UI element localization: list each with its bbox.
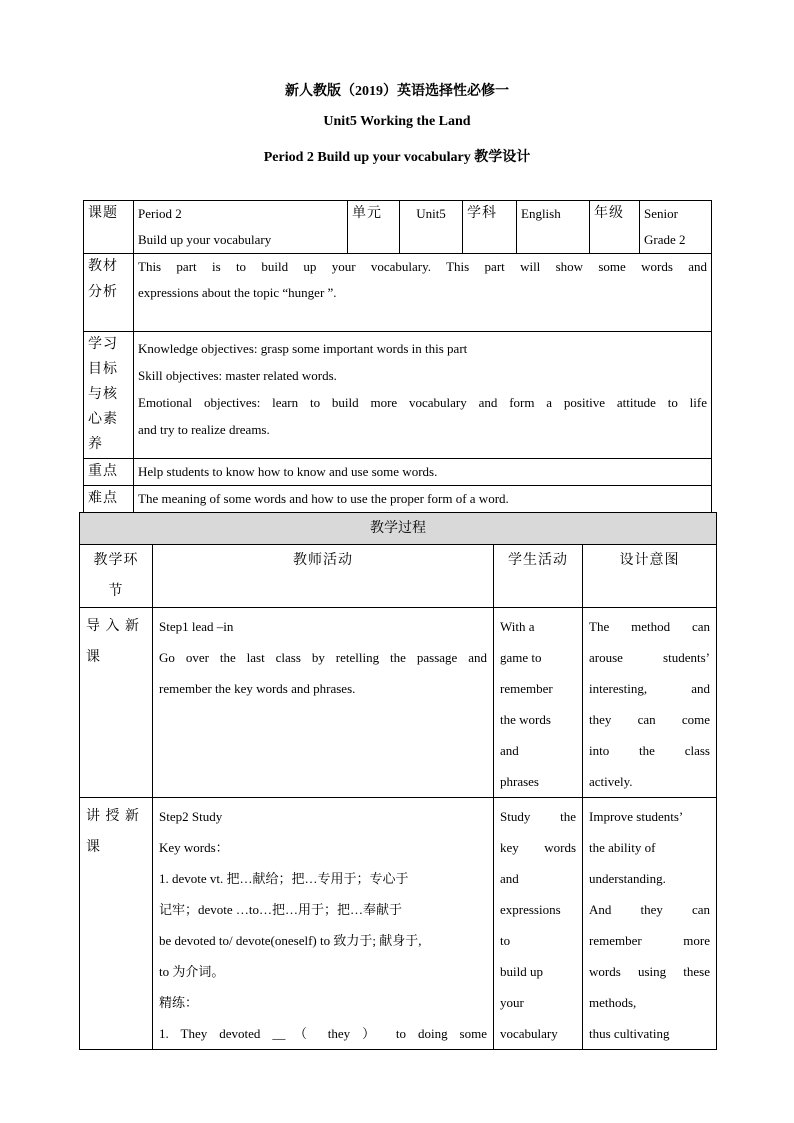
subject-value: English [517, 201, 590, 254]
difficulty-value: The meaning of some words and how to use the proper form of a word. [134, 486, 712, 513]
intent-line: into the class [589, 743, 710, 758]
info-table [83, 200, 712, 513]
intent-line: words using these [589, 964, 710, 979]
student-line: phrases [500, 774, 539, 789]
analysis-line: expressions about the topic “hunger ”. [138, 285, 337, 300]
unit-value: Unit5 [400, 201, 463, 254]
student-line: With a [500, 619, 535, 634]
student-line: and [500, 743, 519, 758]
student-line: vocabulary [500, 1026, 558, 1041]
teacher-cell [153, 798, 494, 1050]
unit-label: 单元 [348, 201, 400, 254]
intent-line: The method can [589, 619, 710, 634]
grade-value [640, 201, 712, 254]
teacher-line: 精练： [159, 995, 199, 1010]
col-intent-header: 设计意图 [583, 545, 717, 608]
intent-line: arouse students’ [589, 650, 710, 665]
goals-line: Skill objectives: master related words. [138, 368, 337, 383]
intent-cell [583, 798, 717, 1050]
goals-line: and try to realize dreams. [138, 422, 270, 437]
topic-value [134, 201, 348, 254]
table-row [80, 608, 717, 798]
analysis-label [84, 254, 134, 332]
table-row [80, 798, 717, 1050]
col-stage-header-line: 教学环 [93, 553, 139, 568]
subject-label: 学科 [463, 201, 517, 254]
student-line: expressions [500, 902, 561, 917]
topic-line: Build up your vocabulary [138, 232, 272, 247]
teacher-line: Go over the last class by retelling the passage and [159, 650, 487, 665]
intent-line: actively. [589, 774, 633, 789]
col-stage-header [80, 545, 153, 608]
student-line: build up [500, 964, 543, 979]
stage-line: 课 [86, 650, 101, 665]
teacher-line: to 为介词。 [159, 964, 225, 979]
col-teacher-header: 教师活动 [153, 545, 494, 608]
unit-title: Unit5 Working the Land [323, 114, 471, 129]
grade-line: Senior [644, 206, 678, 221]
document-title: 新人教版（2019）英语选择性必修一 [285, 84, 509, 99]
goals-label-line: 与核 [88, 387, 118, 402]
analysis-label-line: 分析 [88, 285, 118, 300]
intent-line: Improve students’ [589, 809, 684, 824]
goals-label-line: 目标 [88, 362, 118, 377]
teacher-line: 记牢；devote …to…把…用于；把…奉献于 [159, 902, 403, 917]
difficulty-label: 难点 [84, 486, 134, 513]
intent-cell [583, 608, 717, 798]
period-title: Period 2 Build up your vocabulary 教学设计 [263, 150, 531, 165]
process-table [79, 512, 717, 1050]
analysis-text [134, 254, 712, 332]
goals-line: Emotional objectives: learn to build more vocabulary and form a positive attitude to life [138, 395, 707, 410]
teacher-line: Step2 Study [159, 809, 223, 824]
goals-label-line: 心素 [88, 412, 118, 427]
teacher-line: Key words： [159, 840, 229, 855]
student-line: game to [500, 650, 542, 665]
grade-label: 年级 [590, 201, 640, 254]
goals-label [84, 332, 134, 459]
intent-line: they can come [589, 712, 710, 727]
student-line: the words [500, 712, 551, 727]
student-line: your [500, 995, 524, 1010]
intent-line: the ability of [589, 840, 656, 855]
goals-text [134, 332, 712, 459]
teacher-line: remember the key words and phrases. [159, 681, 356, 696]
student-line: to [500, 933, 511, 948]
teacher-line: 1. They devoted __（ they ） to doing some [159, 1026, 487, 1041]
topic-label: 课题 [84, 201, 134, 254]
student-line: and [500, 871, 519, 886]
col-stage-header-line: 节 [108, 584, 124, 599]
stage-line: 课 [86, 840, 101, 855]
col-student-header: 学生活动 [494, 545, 583, 608]
intent-line: remember more [589, 933, 710, 948]
teacher-line: be devoted to/ devote(oneself) to 致力于; 献身于, [159, 933, 422, 948]
stage-line: 导 入 新 [86, 619, 140, 634]
stage-cell [80, 608, 153, 798]
key-points-label: 重点 [84, 459, 134, 486]
intent-line: methods, [589, 995, 637, 1010]
key-points-value: Help students to know how to know and use some words. [134, 459, 712, 486]
intent-line: thus cultivating [589, 1026, 670, 1041]
student-line: Study the [500, 809, 576, 824]
student-cell [494, 608, 583, 798]
stage-line: 讲 授 新 [86, 809, 140, 824]
teacher-line: Step1 lead –in [159, 619, 234, 634]
analysis-line: This part is to build up your vocabulary. This part will show some words and [138, 259, 707, 274]
grade-line: Grade 2 [644, 232, 686, 247]
stage-cell [80, 798, 153, 1050]
student-line: remember [500, 681, 553, 696]
intent-line: understanding. [589, 871, 666, 886]
topic-line: Period 2 [138, 206, 182, 221]
goals-label-line: 养 [88, 437, 103, 452]
student-line: key words [500, 840, 576, 855]
student-cell [494, 798, 583, 1050]
goals-label-line: 学习 [88, 337, 118, 352]
process-title: 教学过程 [80, 513, 717, 545]
teacher-cell [153, 608, 494, 798]
teacher-line: 1. devote vt. 把…献给；把…专用于；专心于 [159, 871, 409, 886]
analysis-label-line: 教材 [88, 259, 118, 274]
intent-line: And they can [589, 902, 710, 917]
intent-line: interesting, and [589, 681, 710, 696]
goals-line: Knowledge objectives: grasp some important words in this part [138, 341, 468, 356]
